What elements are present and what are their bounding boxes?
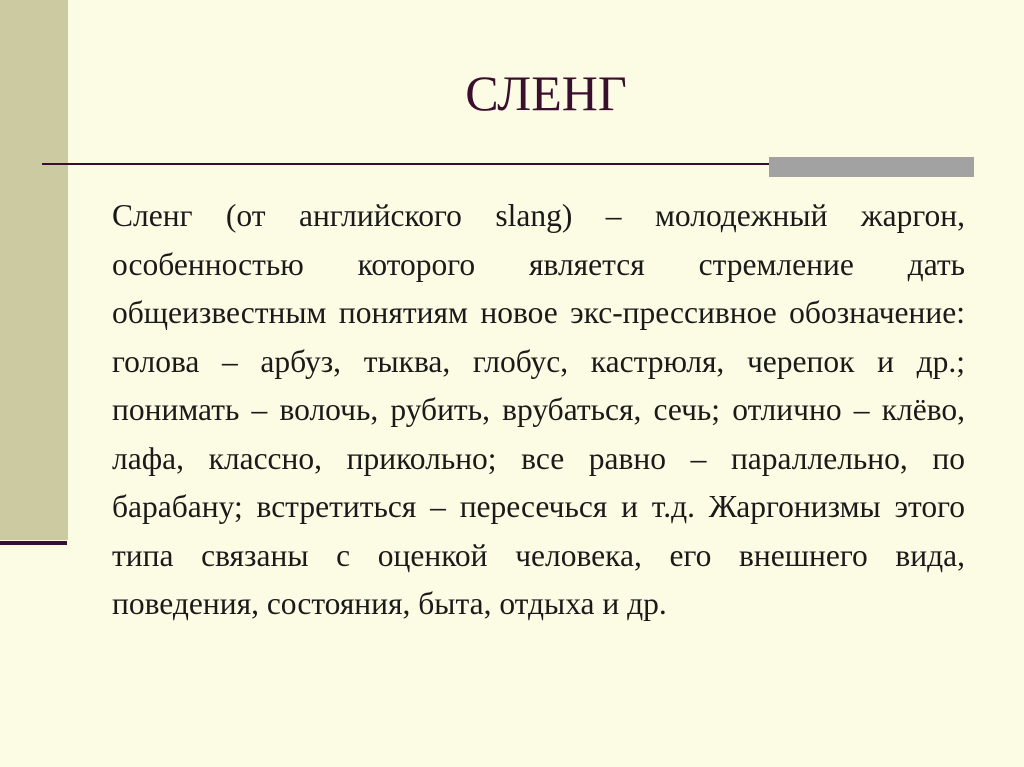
title-underline-gray-block (769, 157, 974, 177)
slide-title: СЛЕНГ (465, 65, 627, 121)
slide-body-text: Сленг (от английского slang) – молодежный жаргон, особенностью которого является стремление дать общеизвестным понятиям новое экс-прессивное обозначение: голова – арбуз, тыква, глобус, кастрюля, черепок и др.; понимать – волочь, рубить, врубаться, сечь; отлично – клёво, лафа, классно, прикольно; все равно – параллельно, по барабану; встретиться – пересечься и т.д. Жаргонизмы этого типа связаны с оценкой человека, его внешнего вида, поведения, состояния, быта, отдыха и др. (112, 198, 965, 621)
left-accent-rule (0, 541, 67, 545)
left-accent-bar (0, 0, 68, 540)
